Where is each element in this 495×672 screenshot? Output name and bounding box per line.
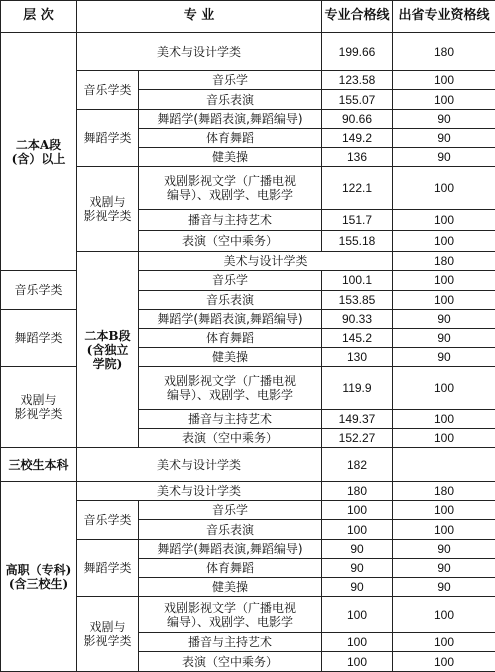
table-row (1, 448, 495, 482)
tier-b-label: 二本B段 (含独立 学院) (77, 252, 139, 448)
out-line-cell: 100 (393, 597, 495, 633)
pass-line-cell: 100 (322, 633, 393, 652)
category-dance: 舞蹈学类 (77, 539, 139, 596)
out-line-cell: 100 (393, 652, 495, 672)
pass-line-cell: 180 (393, 252, 495, 271)
pass-line-cell: 199.66 (322, 32, 393, 70)
pass-line-cell: 100 (322, 652, 393, 672)
out-line-cell: 180 (393, 482, 495, 501)
major-cell: 表演（空中乘务） (139, 652, 322, 672)
out-line-cell: 100 (393, 290, 495, 309)
major-cell: 美术与设计学类 (139, 252, 393, 271)
out-line-cell: 100 (393, 520, 495, 539)
pass-line-cell: 152.27 (322, 428, 393, 447)
major-cell: 戏剧影视文学（广播电视 编导）、戏剧学、电影学 (139, 367, 322, 410)
major-cell: 音乐学 (139, 501, 322, 520)
pass-line-cell: 122.1 (322, 167, 393, 210)
pass-line-cell: 182 (322, 448, 393, 482)
pass-line-cell: 130 (322, 348, 393, 367)
major-cell: 舞蹈学(舞蹈表演,舞蹈编导) (139, 109, 322, 128)
major-cell: 健美操 (139, 577, 322, 596)
table-row (1, 309, 495, 328)
major-cell: 健美操 (139, 348, 322, 367)
major-cell: 舞蹈学(舞蹈表演,舞蹈编导) (139, 539, 322, 558)
pass-line-cell: 100.1 (322, 271, 393, 290)
out-line-cell: 90 (393, 128, 495, 147)
major-cell: 音乐表演 (139, 90, 322, 109)
major-cell: 美术与设计学类 (77, 32, 322, 70)
major-cell: 播音与主持艺术 (139, 209, 322, 230)
out-line-cell: 100 (393, 90, 495, 109)
major-cell: 音乐学 (139, 71, 322, 90)
pass-line-cell: 90 (322, 577, 393, 596)
major-cell: 播音与主持艺术 (139, 409, 322, 428)
category-drama: 戏剧与 影视学类 (77, 597, 139, 672)
pass-line-cell: 180 (322, 482, 393, 501)
major-cell: 健美操 (139, 147, 322, 166)
major-cell: 舞蹈学(舞蹈表演,舞蹈编导) (139, 309, 322, 328)
category-dance: 舞蹈学类 (1, 309, 77, 366)
out-line-cell: 90 (393, 309, 495, 328)
table-row (1, 482, 495, 501)
pass-line-cell: 100 (322, 501, 393, 520)
out-line-cell: 90 (393, 577, 495, 596)
major-cell: 美术与设计学类 (77, 448, 322, 482)
table-row (1, 367, 495, 410)
out-line-cell (393, 448, 495, 482)
out-line-cell: 100 (393, 367, 495, 410)
out-line-cell: 90 (393, 348, 495, 367)
pass-line-cell: 90 (322, 558, 393, 577)
category-music: 音乐学类 (1, 271, 77, 309)
pass-line-cell: 155.18 (322, 230, 393, 251)
category-music: 音乐学类 (77, 71, 139, 109)
header-pass-line: 专业合格线 (322, 1, 393, 33)
major-cell: 美术与设计学类 (77, 482, 322, 501)
out-line-cell: 90 (393, 539, 495, 558)
out-line-cell: 90 (393, 328, 495, 347)
major-cell: 音乐表演 (139, 290, 322, 309)
out-line-cell: 100 (393, 428, 495, 447)
pass-line-cell: 90 (322, 539, 393, 558)
tier-c-label: 三校生本科 (1, 448, 77, 482)
major-cell: 音乐学 (139, 271, 322, 290)
pass-line-cell: 100 (322, 520, 393, 539)
category-drama: 戏剧与 影视学类 (77, 167, 139, 252)
pass-line-cell: 100 (322, 597, 393, 633)
pass-line-cell: 90.66 (322, 109, 393, 128)
major-cell: 戏剧影视文学（广播电视 编导）、戏剧学、电影学 (139, 597, 322, 633)
out-line-cell: 100 (393, 271, 495, 290)
pass-line-cell: 145.2 (322, 328, 393, 347)
table-row (1, 32, 495, 70)
pass-line-cell: 153.85 (322, 290, 393, 309)
tier-d-label: 高职（专科) (含三校生) (1, 482, 77, 672)
out-line-cell: 180 (393, 32, 495, 70)
pass-line-cell: 136 (322, 147, 393, 166)
out-line-cell: 90 (393, 109, 495, 128)
out-line-cell: 100 (393, 230, 495, 251)
tier-a-label: 二本A段 (含）以上 (1, 32, 77, 270)
header-row (1, 1, 495, 33)
header-level: 层 次 (1, 1, 77, 33)
pass-line-cell: 151.7 (322, 209, 393, 230)
major-cell: 戏剧影视文学（广播电视 编导）、戏剧学、电影学 (139, 167, 322, 210)
header-major: 专 业 (77, 1, 322, 33)
out-line-cell: 90 (393, 558, 495, 577)
header-out-line: 出省专业资格线 (393, 1, 495, 33)
category-music: 音乐学类 (77, 501, 139, 539)
major-cell: 表演（空中乘务） (139, 230, 322, 251)
major-cell: 表演（空中乘务） (139, 428, 322, 447)
category-dance: 舞蹈学类 (77, 109, 139, 166)
major-cell: 体育舞蹈 (139, 558, 322, 577)
pass-line-cell: 149.2 (322, 128, 393, 147)
out-line-cell: 100 (393, 501, 495, 520)
out-line-cell: 100 (393, 167, 495, 210)
pass-line-cell: 155.07 (322, 90, 393, 109)
out-line-cell: 90 (393, 147, 495, 166)
major-cell: 播音与主持艺术 (139, 633, 322, 652)
major-cell: 体育舞蹈 (139, 328, 322, 347)
table-row (1, 271, 495, 290)
pass-line-cell: 90.33 (322, 309, 393, 328)
out-line-cell: 100 (393, 209, 495, 230)
out-line-cell: 100 (393, 71, 495, 90)
out-line-cell: 100 (393, 409, 495, 428)
pass-line-cell: 123.58 (322, 71, 393, 90)
category-drama: 戏剧与 影视学类 (1, 367, 77, 448)
pass-line-cell: 149.37 (322, 409, 393, 428)
major-cell: 音乐表演 (139, 520, 322, 539)
out-line-cell: 100 (393, 633, 495, 652)
major-cell: 体育舞蹈 (139, 128, 322, 147)
pass-line-cell: 119.9 (322, 367, 393, 410)
